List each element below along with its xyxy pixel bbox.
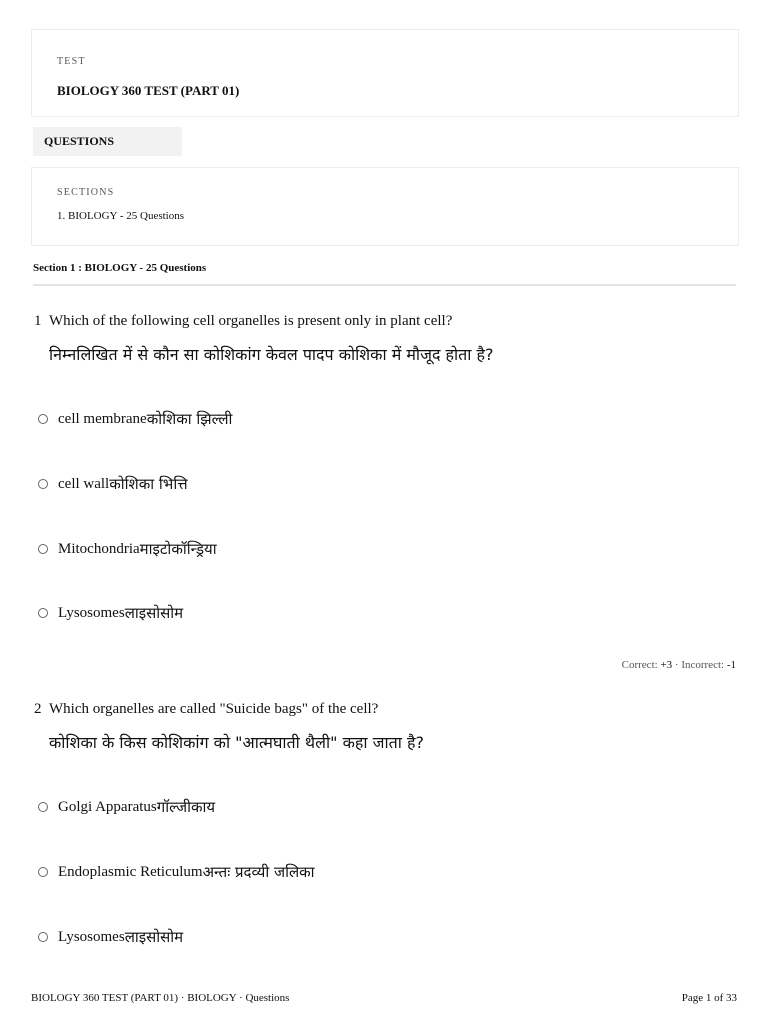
sections-card: [31, 167, 739, 246]
question-1-option-1[interactable]: [38, 408, 232, 430]
radio-unchecked-icon[interactable]: [38, 867, 48, 877]
question-1-option-3[interactable]: [38, 538, 217, 560]
radio-unchecked-icon[interactable]: [38, 608, 48, 618]
option-text-hi: लाइसोसोम: [124, 928, 184, 946]
question-2-option-1[interactable]: [38, 796, 215, 818]
incorrect-label: Incorrect:: [681, 659, 725, 671]
marks-separator: ·: [674, 659, 679, 671]
question-2-option-3[interactable]: [38, 926, 183, 948]
sections-list-item[interactable]: 1. BIOLOGY - 25 Questions: [57, 210, 184, 222]
option-text-en: Lysosomes: [58, 604, 125, 621]
question-2-text-hi: कोशिका के किस कोशिकांग को "आत्मघाती थैली" कहा जाता है?: [49, 733, 424, 752]
radio-unchecked-icon[interactable]: [38, 802, 48, 812]
option-text-en: Golgi Apparatus: [58, 798, 157, 815]
correct-value: +3: [660, 659, 673, 671]
question-1-text-en: Which of the following cell organelles is present only in plant cell?: [49, 313, 453, 329]
correct-label: Correct:: [621, 659, 658, 671]
question-1-number: 1: [34, 313, 42, 329]
question-1-text-hi: निम्नलिखित में से कौन सा कोशिकांग केवल पादप कोशिका में मौजूद होता है?: [49, 345, 494, 364]
tab-questions[interactable]: [33, 127, 182, 156]
question-2-option-2[interactable]: [38, 861, 315, 883]
option-text-en: Mitochondria: [58, 540, 140, 557]
option-text-en: Lysosomes: [58, 928, 125, 945]
question-2-number: 2: [34, 701, 42, 717]
test-title: BIOLOGY 360 TEST (PART 01): [57, 83, 240, 98]
page-footer-title: BIOLOGY 360 TEST (PART 01) · BIOLOGY · Questions: [31, 992, 290, 1004]
section-divider: [33, 284, 736, 286]
sections-label: SECTIONS: [57, 187, 115, 198]
question-1-option-4[interactable]: [38, 602, 183, 624]
question-2-text-en: Which organelles are called "Suicide bags" of the cell?: [49, 701, 379, 717]
tab-questions-label: QUESTIONS: [44, 134, 115, 148]
test-header-card: [31, 29, 739, 117]
option-text-en: cell membrane: [58, 410, 147, 427]
test-label: TEST: [57, 56, 86, 67]
option-text-hi: अन्तः प्रदव्यी जलिका: [202, 863, 315, 881]
incorrect-value: -1: [726, 659, 736, 671]
option-text-hi: गॉल्जीकाय: [156, 798, 216, 816]
page-number: Page 1 of 33: [681, 992, 737, 1004]
option-text-en: Endoplasmic Reticulum: [58, 863, 203, 880]
question-1-marks: [622, 659, 736, 671]
section-heading: Section 1 : BIOLOGY - 25 Questions: [33, 262, 207, 274]
option-text-hi: माइटोकॉन्ड्रिया: [139, 540, 217, 558]
radio-unchecked-icon[interactable]: [38, 544, 48, 554]
radio-unchecked-icon[interactable]: [38, 414, 48, 424]
option-text-en: cell wall: [58, 475, 110, 492]
option-text-hi: लाइसोसोम: [124, 604, 184, 622]
option-text-hi: कोशिका भित्ति: [109, 475, 188, 493]
question-1-option-2[interactable]: [38, 473, 188, 495]
option-text-hi: कोशिका झिल्ली: [146, 410, 233, 428]
radio-unchecked-icon[interactable]: [38, 932, 48, 942]
radio-unchecked-icon[interactable]: [38, 479, 48, 489]
